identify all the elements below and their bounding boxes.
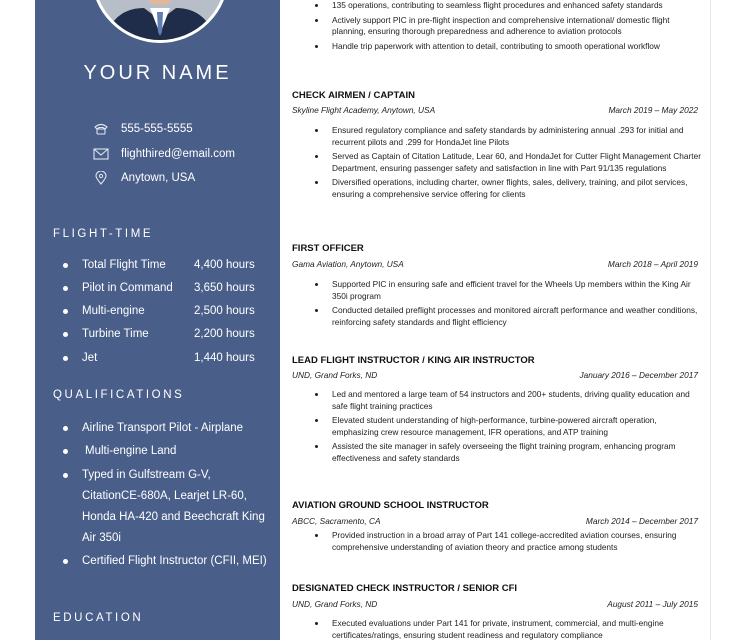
bullet-item: Provided instruction in a broad array of Part 141 college-accredited aviation courses, ensuring comprehensive understanding of aviation theory and practice among students bbox=[332, 530, 702, 553]
bullet-dot bbox=[63, 426, 68, 431]
bullet-list bbox=[332, 279, 702, 331]
bullet-item: Supported PIC in ensuring safe and efficient travel for the Wheels Up members within the King Air 350i program bbox=[332, 279, 702, 302]
headshot-photo bbox=[94, 0, 226, 40]
bullet-list bbox=[332, 0, 702, 55]
job-organization: Skyline Flight Academy, Anytown, USA bbox=[292, 105, 436, 115]
flight-time-value: 2,200 hours bbox=[194, 328, 255, 340]
job-title: LEAD FLIGHT INSTRUCTOR / KING AIR INSTRUCTOR bbox=[292, 355, 535, 366]
bullet-list bbox=[332, 530, 702, 556]
bullet-dot bbox=[63, 449, 68, 454]
job-organization: Gama Aviation, Anytown, USA bbox=[292, 259, 404, 269]
job-dates: March 2018 – April 2019 bbox=[607, 259, 698, 269]
qualification-text: Multi-engine Land bbox=[85, 445, 177, 457]
flight-time-label: Pilot in Command bbox=[82, 282, 173, 294]
flight-time-heading: FLIGHT-TIME bbox=[53, 228, 154, 240]
qualification-text: Airline Transport Pilot - Airplane bbox=[82, 422, 244, 434]
email-address: flighthired@email.com bbox=[121, 148, 235, 160]
bullet-item: Diversified operations, including charter, owner flights, sales, delivery, training, and pilot services, ensuring a comprehensive service offering for clients bbox=[332, 177, 702, 200]
location-icon bbox=[93, 171, 109, 185]
bullet-item: 135 operations, contributing to seamless flight procedures and enhanced safety standards bbox=[332, 0, 702, 12]
bullet-item: Elevated student understanding of high-performance, turbine-powered aircraft operation, emphasizing crew resource management, IFR operations, and ATP training bbox=[332, 415, 702, 438]
bullet-dot bbox=[63, 559, 68, 564]
bullet-dot bbox=[63, 309, 68, 314]
bullet-dot bbox=[63, 473, 68, 478]
qualification-item bbox=[63, 465, 268, 549]
bullet-item: Served as Captain of Citation Latitude, Lear 60, and HondaJet for Cutter Flight Management Charter Department, ensuring passenger safety and satisfaction in line with Part 91/135 regulations bbox=[332, 151, 701, 173]
qualifications-heading: QUALIFICATIONS bbox=[53, 389, 185, 401]
bullet-item: Assisted the site manager in safely overseeing the flight training program, enhancing program effectiveness and safety standards bbox=[332, 441, 702, 464]
qualification-text: Typed in Gulfstream G-V, CitationCE-680A, Learjet LR-60, Honda HA-420 and Beechcraft King Air 350i bbox=[82, 469, 265, 544]
bullet-item: Conducted detailed preflight processes and monitored aircraft performance and weather conditions, reinforcing safety standards and flight efficiency bbox=[332, 305, 702, 328]
job-dates: August 2011 – July 2015 bbox=[607, 599, 698, 609]
flight-time-value: 2,500 hours bbox=[194, 305, 255, 317]
qualification-item bbox=[63, 441, 268, 462]
avatar bbox=[91, 0, 229, 43]
phone-icon bbox=[93, 122, 109, 136]
flight-time-value: 1,440 hours bbox=[194, 352, 255, 364]
qualification-item bbox=[63, 551, 268, 572]
education-heading: EDUCATION bbox=[53, 612, 144, 624]
job-title: CHECK AIRMEN / CAPTAIN bbox=[292, 90, 415, 101]
main-content bbox=[292, 0, 710, 640]
flight-time-value: 3,650 hours bbox=[194, 282, 255, 294]
bullet-item: Led and mentored a large team of 54 instructors and 200+ students, driving quality education and safe flight training practices bbox=[332, 389, 702, 412]
job-title: DESIGNATED CHECK INSTRUCTOR / SENIOR CFI bbox=[292, 583, 518, 594]
flight-time-label: Multi-engine bbox=[82, 305, 145, 317]
sidebar bbox=[35, 0, 280, 640]
qualification-text: Certified Flight Instructor (CFII, MEI) bbox=[82, 555, 267, 567]
qualification-item bbox=[63, 418, 268, 439]
job-title: AVIATION GROUND SCHOOL INSTRUCTOR bbox=[292, 500, 489, 511]
location-text: Anytown, USA bbox=[121, 172, 196, 184]
bullet-item: Ensured regulatory compliance and safety standards by administering annual .293 for initial and recurrent pilots and .299 for HondaJet line Pilots bbox=[332, 125, 702, 148]
email-icon bbox=[93, 147, 109, 161]
bullet-list bbox=[332, 618, 702, 644]
job-organization: UND, Grand Forks, ND bbox=[292, 599, 378, 609]
flight-time-label: Total Flight Time bbox=[82, 259, 166, 271]
bullet-dot bbox=[63, 332, 68, 337]
job-organization: ABCC, Sacramento, CA bbox=[292, 516, 381, 526]
bullet-item: Actively support PIC in pre-flight inspection and comprehensive international/ domestic flight planning, ensuring thorough preparedness and adherence to aviation protocols bbox=[332, 15, 702, 38]
flight-time-label: Turbine Time bbox=[82, 328, 149, 340]
page-edge-line bbox=[710, 0, 711, 640]
bullet-dot bbox=[63, 263, 68, 268]
bullet-item: Handle trip paperwork with attention to detail, contributing to smooth operational workflow bbox=[332, 41, 702, 53]
candidate-name: YOUR NAME bbox=[83, 62, 232, 84]
bullet-dot bbox=[63, 356, 68, 361]
bullet-item: Executed evaluations under Part 141 for private, instrument, commercial, and multi-engine certificates/ratings, ensuring student readiness and regulatory compliance bbox=[332, 618, 702, 641]
job-organization: UND, Grand Forks, ND bbox=[292, 370, 378, 380]
bullet-list bbox=[332, 125, 702, 203]
flight-time-label: Jet bbox=[82, 352, 98, 364]
bullet-dot bbox=[63, 286, 68, 291]
flight-time-value: 4,400 hours bbox=[194, 259, 255, 271]
phone-number: 555-555-5555 bbox=[121, 123, 193, 135]
job-dates: January 2016 – December 2017 bbox=[579, 370, 698, 380]
bullet-list bbox=[332, 389, 702, 467]
job-dates: March 2014 – December 2017 bbox=[585, 516, 698, 526]
job-dates: March 2019 – May 2022 bbox=[608, 105, 698, 115]
job-title: FIRST OFFICER bbox=[292, 243, 364, 254]
